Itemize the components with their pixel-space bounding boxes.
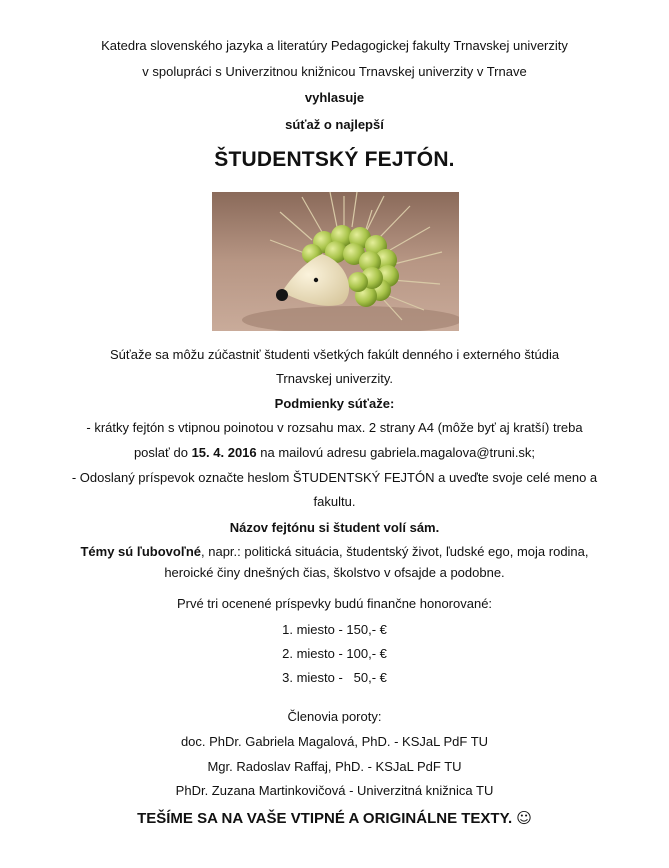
conditions-heading: Podmienky súťaže:: [274, 396, 395, 411]
themes-label: Témy sú ľubovoľné: [80, 544, 202, 559]
condition-text: na mailovú adresu gabriela.magalova@truni.sk;: [256, 445, 536, 460]
jury-member: PhDr. Zuzana Martinkovičová - Univerzitná knižnica TU: [175, 783, 494, 798]
closing-line: [0, 809, 669, 828]
eligibility-line-2: Trnavskej univerzity.: [275, 371, 394, 386]
condition-text: poslať do: [133, 445, 192, 460]
jury-member: Mgr. Radoslav Raffaj, PhD. - KSJaL PdF TU: [207, 759, 462, 774]
hedgehog-fruit-photo: [212, 192, 459, 331]
themes-text: , napr.: politická situácia, študentský život, ľudské ego, moja rodina,: [201, 544, 589, 559]
announces-line: vyhlasuje: [304, 90, 365, 105]
condition-item-2-line-1: - Odoslaný príspevok označte heslom ŠTUDENTSKÝ FEJTÓN a uveďte svoje celé meno a: [71, 470, 598, 485]
prize-item: 1. miesto - 150,- €: [282, 622, 387, 637]
deadline-date: 15. 4. 2016: [191, 445, 257, 460]
title-choice-line: Názov fejtónu si študent volí sám.: [229, 520, 440, 535]
condition-item-1-line-2: [0, 445, 669, 461]
competition-line: súťaž o najlepší: [285, 117, 384, 132]
page-title: ŠTUDENTSKÝ FEJTÓN.: [214, 148, 455, 171]
jury-member: doc. PhDr. Gabriela Magalová, PhD. - KSJaL PdF TU: [180, 734, 489, 749]
eligibility-line-1: Súťaže sa môžu zúčastniť študenti všetkých fakúlt denného i externého štúdia: [109, 347, 560, 362]
prizes-intro: Prvé tri ocenené príspevky budú finančne honorované:: [176, 596, 493, 611]
prize-item: 3. miesto - 50,- €: [282, 670, 387, 685]
themes-line-1: [0, 544, 669, 560]
condition-item-2-line-2: fakultu.: [313, 494, 356, 509]
prize-item: 2. miesto - 100,- €: [282, 646, 387, 661]
cooperation-line: v spolupráci s Univerzitnou knižnicou Trnavskej univerzity v Trnave: [142, 64, 527, 79]
organizer-line: Katedra slovenského jazyka a literatúry Pedagogickej fakulty Trnavskej univerzity: [101, 38, 568, 53]
themes-line-2: heroické činy dnešných čias, školstvo v ofsajde a podobne.: [164, 565, 505, 580]
smiley-icon: ☺: [516, 809, 532, 827]
condition-item-1-line-1: - krátky fejtón s vtipnou poinotou v rozsahu max. 2 strany A4 (môže byť aj kratší) treba: [86, 420, 583, 435]
closing-text: TEŠÍME SA NA VAŠE VTIPNÉ A ORIGINÁLNE TEXTY.: [137, 810, 513, 827]
jury-heading: Členovia poroty:: [287, 709, 382, 724]
